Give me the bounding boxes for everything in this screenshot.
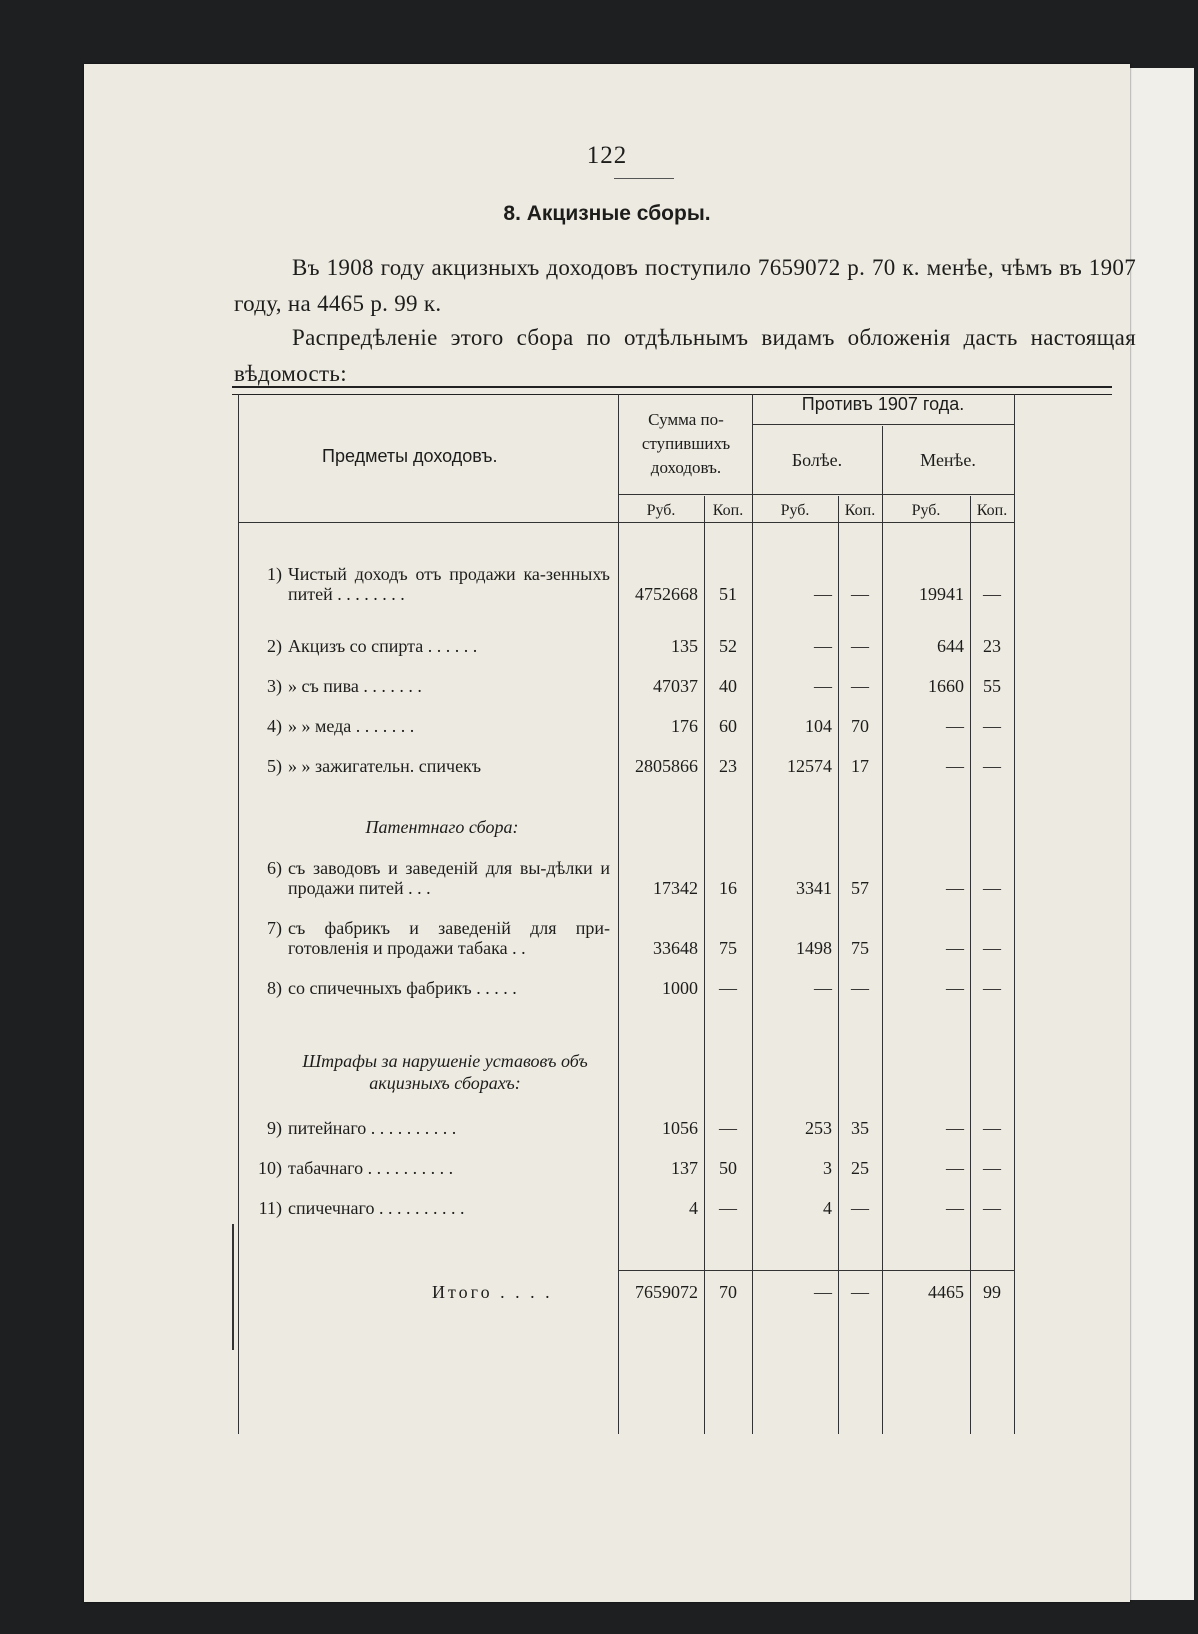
- row-more-kop: 70: [851, 716, 869, 736]
- row-less-rub: 644: [937, 636, 964, 656]
- row-more-kop: 75: [851, 938, 869, 958]
- header-less: Менѣе.: [920, 450, 976, 470]
- row-sum-rub: 176: [671, 716, 698, 736]
- row-more-rub: 1498: [796, 938, 832, 958]
- page-number: 122: [586, 142, 628, 169]
- row-label-text: спичечнаго . . . . . . . . . .: [288, 1198, 465, 1218]
- row-sum-rub: 33648: [653, 938, 698, 958]
- row-label-text: Акцизъ со спирта . . . . . .: [288, 636, 478, 656]
- header-sum: Сумма по-ступившихъ доходовъ.: [641, 410, 731, 477]
- row-number: 1): [267, 564, 282, 584]
- subhead-patent: Патентнаго сбора:: [365, 817, 519, 837]
- row-more-rub: 12574: [787, 756, 832, 776]
- row-label: [242, 918, 610, 958]
- unit-less-kop: Коп.: [976, 502, 1008, 519]
- row-more-rub: —: [814, 978, 832, 998]
- table-left-border: [238, 394, 239, 1434]
- row-sum-kop: 75: [719, 938, 737, 958]
- row-more-kop: 17: [851, 756, 869, 776]
- row-label: [242, 716, 610, 736]
- row-number: 3): [267, 676, 282, 696]
- total-sum-rub: 7659072: [635, 1282, 698, 1302]
- row-more-rub: 3341: [796, 878, 832, 898]
- row-sum-rub: 2805866: [635, 756, 698, 776]
- row-label: [242, 636, 610, 656]
- header-items: Предметы доходовъ.: [322, 446, 498, 466]
- row-sum-rub: 4752668: [635, 584, 698, 604]
- section-heading: 8. Акцизные сборы.: [503, 202, 711, 225]
- row-number: 4): [267, 716, 282, 736]
- document-page: [84, 64, 1136, 1602]
- row-more-kop: —: [851, 636, 869, 656]
- row-less-rub: —: [946, 1118, 964, 1138]
- unit-more-rub: Руб.: [780, 502, 810, 519]
- row-more-rub: —: [814, 584, 832, 604]
- row-label: [242, 978, 610, 998]
- row-label: [242, 1118, 610, 1138]
- total-more-rub: —: [814, 1282, 832, 1302]
- revenue-table: [232, 386, 1112, 1432]
- row-more-kop: —: [851, 1198, 869, 1218]
- row-sum-kop: 50: [719, 1158, 737, 1178]
- total-label: Итого . . . .: [432, 1282, 553, 1302]
- row-label-text: » » меда . . . . . . .: [288, 716, 415, 736]
- units-rule: [618, 494, 1014, 495]
- row-label-text: табачнаго . . . . . . . . . .: [288, 1158, 454, 1178]
- row-number: 9): [267, 1118, 282, 1138]
- row-more-kop: 57: [851, 878, 869, 898]
- row-sum-kop: 51: [719, 584, 737, 604]
- row-sum-kop: —: [719, 1198, 737, 1218]
- col-divider-more: [752, 394, 753, 1434]
- row-sum-rub: 1056: [662, 1118, 698, 1138]
- row-number: 11): [258, 1198, 282, 1218]
- row-less-kop: 55: [983, 676, 1001, 696]
- row-sum-kop: 52: [719, 636, 737, 656]
- row-label: [242, 564, 610, 604]
- row-more-rub: 4: [823, 1198, 832, 1218]
- paragraph-2: [234, 320, 1136, 392]
- row-more-rub: —: [814, 636, 832, 656]
- row-label-text: Чистый доходъ отъ продажи ка-зенныхъ питей . . . . . . . .: [288, 564, 610, 604]
- unit-less-rub: Руб.: [911, 502, 941, 519]
- row-sum-rub: 47037: [653, 676, 698, 696]
- total-sum-kop: 70: [719, 1282, 737, 1302]
- row-sum-kop: —: [719, 1118, 737, 1138]
- row-number: 10): [258, 1158, 282, 1178]
- row-more-rub: 3: [823, 1158, 832, 1178]
- header-bottom-rule: [238, 522, 1014, 523]
- row-label-text: » съ пива . . . . . . .: [288, 676, 422, 696]
- total-less-kop: 99: [983, 1282, 1001, 1302]
- row-less-rub: —: [946, 756, 964, 776]
- row-number: 8): [267, 978, 282, 998]
- paragraph-2-text: Распредѣленіе этого сбора по отдѣльнымъ видамъ обложенія дасть настоящая вѣдомость:: [234, 325, 1136, 386]
- unit-more-kop: Коп.: [844, 502, 876, 519]
- row-label-text: со спичечныхъ фабрикъ . . . . .: [288, 978, 517, 998]
- row-less-rub: 19941: [919, 584, 964, 604]
- row-label: [242, 858, 610, 898]
- row-sum-kop: 16: [719, 878, 737, 898]
- row-less-rub: —: [946, 716, 964, 736]
- row-more-kop: 35: [851, 1118, 869, 1138]
- next-page-edge: [1126, 68, 1194, 1600]
- unit-sum-kop: Коп.: [712, 502, 744, 519]
- row-sum-rub: 1000: [662, 978, 698, 998]
- row-sum-kop: 40: [719, 676, 737, 696]
- row-label: [242, 676, 610, 696]
- row-sum-rub: 4: [689, 1198, 698, 1218]
- row-sum-kop: 23: [719, 756, 737, 776]
- row-label-text: » » зажигательн. спичекъ: [288, 756, 482, 776]
- row-more-kop: —: [851, 978, 869, 998]
- table-left-border-thick: [232, 1224, 234, 1350]
- row-sum-kop: 60: [719, 716, 737, 736]
- row-less-rub: 1660: [928, 676, 964, 696]
- row-less-kop: —: [983, 584, 1001, 604]
- header-against-1907: Противъ 1907 года.: [801, 394, 965, 414]
- row-less-rub: —: [946, 938, 964, 958]
- row-less-kop: —: [983, 716, 1001, 736]
- total-less-rub: 4465: [928, 1282, 964, 1302]
- row-sum-kop: —: [719, 978, 737, 998]
- row-less-kop: —: [983, 756, 1001, 776]
- row-number: 5): [267, 756, 282, 776]
- total-more-kop: —: [851, 1282, 869, 1302]
- row-less-kop: —: [983, 878, 1001, 898]
- paragraph-1-text: Въ 1908 году акцизныхъ доходовъ поступило 7659072 р. 70 к. менѣе, чѣмъ въ 1907 году, на 4465 р. 99 к.: [234, 255, 1136, 316]
- unit-sum-rub: Руб.: [646, 502, 676, 519]
- row-less-kop: 23: [983, 636, 1001, 656]
- row-less-kop: —: [983, 938, 1001, 958]
- row-label: [242, 1198, 610, 1218]
- page-number-ornament: [614, 174, 674, 179]
- row-more-rub: —: [814, 676, 832, 696]
- row-number: 7): [267, 918, 282, 938]
- row-less-kop: —: [983, 1158, 1001, 1178]
- row-less-kop: —: [983, 978, 1001, 998]
- subhead-fines: Штрафы за нарушеніе уставовъ объ акцизныхъ сборахъ:: [302, 1051, 588, 1093]
- row-label-text: съ фабрикъ и заведеній для при-готовленія и продажи табака . .: [288, 918, 610, 958]
- row-number: 6): [267, 858, 282, 878]
- row-less-kop: —: [983, 1198, 1001, 1218]
- row-more-kop: —: [851, 584, 869, 604]
- row-sum-rub: 135: [671, 636, 698, 656]
- row-more-rub: 253: [805, 1118, 832, 1138]
- row-less-rub: —: [946, 878, 964, 898]
- row-more-kop: 25: [851, 1158, 869, 1178]
- paragraph-1: [234, 250, 1136, 322]
- col-divider-sum: [618, 394, 619, 1434]
- row-less-rub: —: [946, 978, 964, 998]
- row-less-rub: —: [946, 1158, 964, 1178]
- total-top-rule: [618, 1270, 1014, 1271]
- row-label-text: съ заводовъ и заведеній для вы-дѣлки и продажи питей . . .: [288, 858, 610, 898]
- row-less-rub: —: [946, 1198, 964, 1218]
- row-more-rub: 104: [805, 716, 832, 736]
- row-label: [242, 756, 610, 776]
- row-more-kop: —: [851, 676, 869, 696]
- row-label-text: питейнаго . . . . . . . . . .: [288, 1118, 457, 1138]
- row-sum-rub: 17342: [653, 878, 698, 898]
- against-rule: [752, 424, 1014, 425]
- row-sum-rub: 137: [671, 1158, 698, 1178]
- header-more: Болѣе.: [791, 450, 843, 470]
- row-number: 2): [267, 636, 282, 656]
- row-label: [242, 1158, 610, 1178]
- table-right-border: [1014, 394, 1015, 1434]
- row-less-kop: —: [983, 1118, 1001, 1138]
